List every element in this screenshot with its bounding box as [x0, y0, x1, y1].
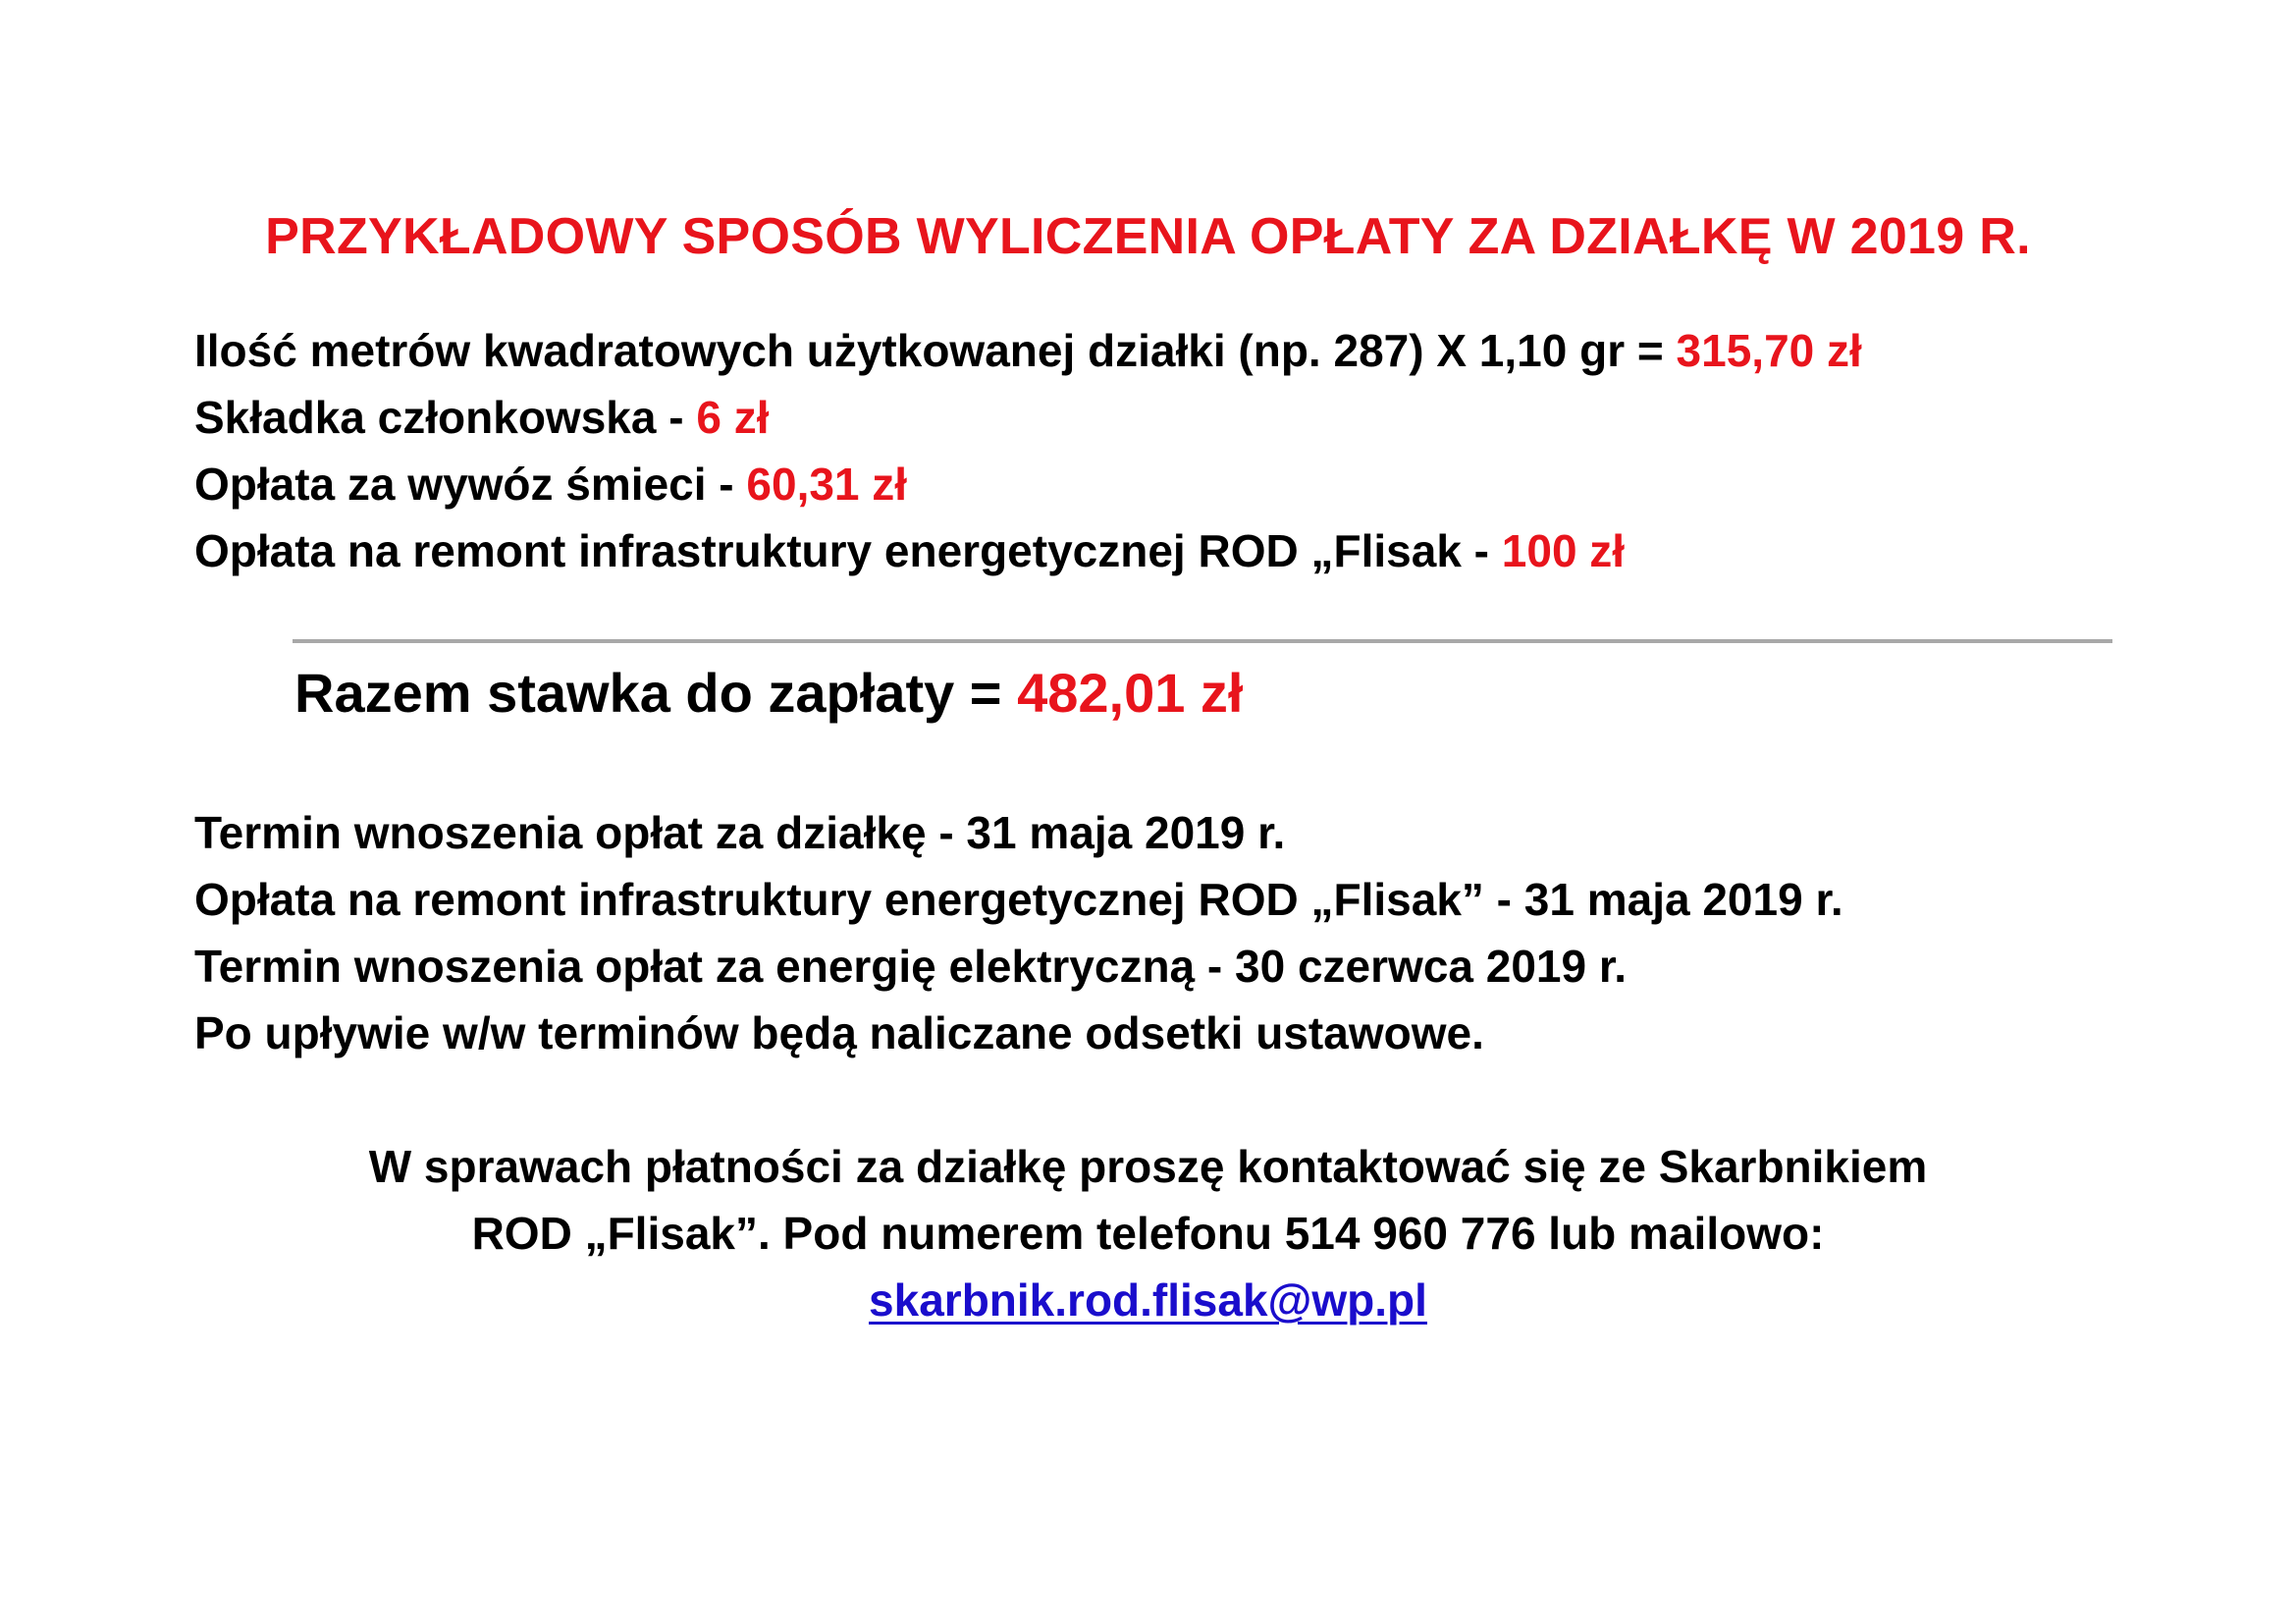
- total-amount: 482,01 zł: [1017, 662, 1244, 724]
- email-link[interactable]: skarbnik.rod.flisak@wp.pl: [869, 1274, 1427, 1326]
- fee-label: Opłata na remont infrastruktury energetycznej ROD „Flisak -: [194, 525, 1502, 576]
- fee-list: [194, 317, 2158, 584]
- contact-section: [0, 1133, 2296, 1333]
- fee-item-membership: [194, 384, 2158, 451]
- total-label: Razem stawka do zapłaty =: [294, 662, 1018, 724]
- deadline-item: Termin wnoszenia opłat za działkę - 31 maja 2019 r.: [194, 807, 1286, 858]
- interest-notice: Po upływie w/w terminów będą naliczane odsetki ustawowe.: [194, 1007, 1484, 1058]
- contact-line-1: W sprawach płatności za działkę proszę kontaktować się ze Skarbnikiem: [368, 1141, 1928, 1192]
- deadline-list: [194, 799, 2158, 1066]
- fee-amount: 315,70 zł: [1676, 325, 1862, 376]
- fee-label: Składka członkowska -: [194, 392, 697, 443]
- total-line: [294, 656, 1243, 731]
- page-title: PRZYKŁADOWY SPOSÓB WYLICZENIA OPŁATY ZA DZIAŁKĘ W 2019 R.: [265, 208, 2031, 265]
- fee-item-area: [194, 317, 2158, 384]
- fee-amount: 6 zł: [696, 392, 770, 443]
- deadline-item: Opłata na remont infrastruktury energetycznej ROD „Flisak” - 31 maja 2019 r.: [194, 874, 1843, 925]
- contact-line-2: ROD „Flisak”. Pod numerem telefonu 514 960 776 lub mailowo:: [471, 1208, 1825, 1259]
- deadline-item: Termin wnoszenia opłat za energię elektryczną - 30 czerwca 2019 r.: [194, 941, 1628, 992]
- sum-divider: [293, 639, 2112, 643]
- fee-item-energy: [194, 517, 2158, 584]
- fee-amount: 100 zł: [1501, 525, 1626, 576]
- fee-label: Opłata za wywóz śmieci -: [194, 459, 747, 510]
- fee-item-waste: [194, 451, 2158, 517]
- fee-label: Ilość metrów kwadratowych użytkowanej działki (np. 287) X 1,10 gr =: [194, 325, 1677, 376]
- fee-amount: 60,31 zł: [746, 459, 908, 510]
- contact-email-line: [0, 1267, 2296, 1333]
